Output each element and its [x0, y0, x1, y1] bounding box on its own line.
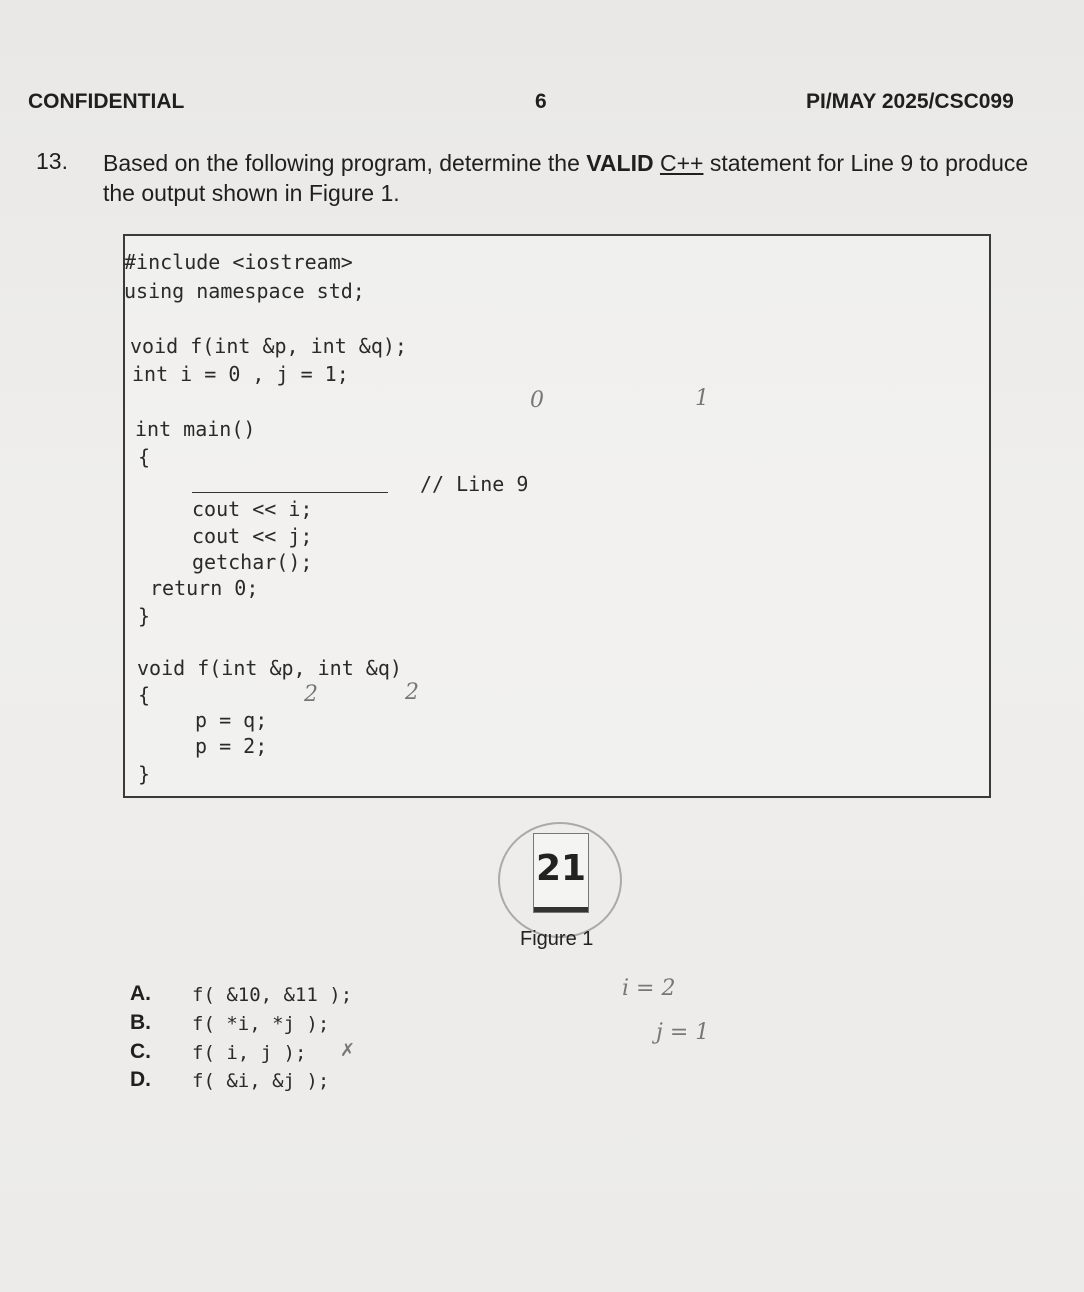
code-line-return: return 0;	[150, 576, 259, 600]
code-line-globals: int i = 0 , j = 1;	[132, 362, 349, 386]
code-line-p-eq-q: p = q;	[195, 708, 268, 732]
option-b-code: f( *i, *j );	[192, 1013, 330, 1035]
handwritten-j-value: 1	[695, 386, 709, 411]
code-line-open-brace: {	[138, 445, 151, 469]
code-line-func-open: {	[138, 683, 151, 707]
handwritten-q-value: 2	[405, 680, 419, 705]
option-c-letter: C.	[130, 1040, 151, 1063]
figure-caption: Figure 1	[520, 928, 594, 950]
question-text	[103, 148, 1033, 208]
code-line-cout-i: cout << i;	[192, 497, 313, 521]
option-c-cross-mark: ✗	[340, 1040, 356, 1061]
handwritten-note-j: j = 1	[656, 1020, 710, 1045]
handwritten-p-value: 2	[304, 682, 318, 707]
option-a-code: f( &10, &11 );	[192, 984, 353, 1006]
code-line-func-def: void f(int &p, int &q)	[137, 656, 402, 680]
question-cpp: C++	[659, 150, 704, 176]
question-text-after: statement for Line 9 to produce the output shown in Figure 1.	[103, 150, 1029, 206]
option-c-code: f( i, j );	[192, 1042, 307, 1064]
line9-blank	[192, 492, 388, 493]
option-d-code: f( &i, &j );	[192, 1070, 330, 1092]
code-line-func-close: }	[138, 762, 151, 786]
page-number: 6	[535, 90, 547, 113]
option-d-letter: D.	[130, 1068, 151, 1091]
code-line-namespace: using namespace std;	[124, 279, 365, 303]
code-line-cout-j: cout << j;	[192, 524, 313, 548]
option-b-letter: B.	[130, 1011, 151, 1034]
question-bold: VALID	[586, 150, 654, 176]
code-line-close-brace: }	[138, 604, 151, 628]
code-line-main: int main()	[135, 417, 256, 441]
handwritten-i-value: 0	[530, 388, 544, 413]
figure-output-box	[533, 833, 589, 913]
code-line-include: #include <iostream>	[124, 250, 353, 274]
code-line-p-eq-2: p = 2;	[195, 734, 268, 758]
handwritten-note-i: i = 2	[622, 976, 676, 1001]
code-line9-comment: // Line 9	[420, 472, 529, 496]
header-right: PI/MAY 2025/CSC099	[806, 90, 1014, 113]
header-left: CONFIDENTIAL	[28, 90, 185, 113]
code-line-prototype: void f(int &p, int &q);	[130, 334, 407, 358]
code-line-getchar: getchar();	[192, 550, 313, 574]
figure-output-value: 21	[535, 848, 587, 889]
figure-cursor-bar	[534, 907, 588, 912]
question-number: 13.	[36, 148, 68, 174]
option-a-letter: A.	[130, 982, 151, 1005]
question-text-before: Based on the following program, determine the	[103, 150, 587, 176]
